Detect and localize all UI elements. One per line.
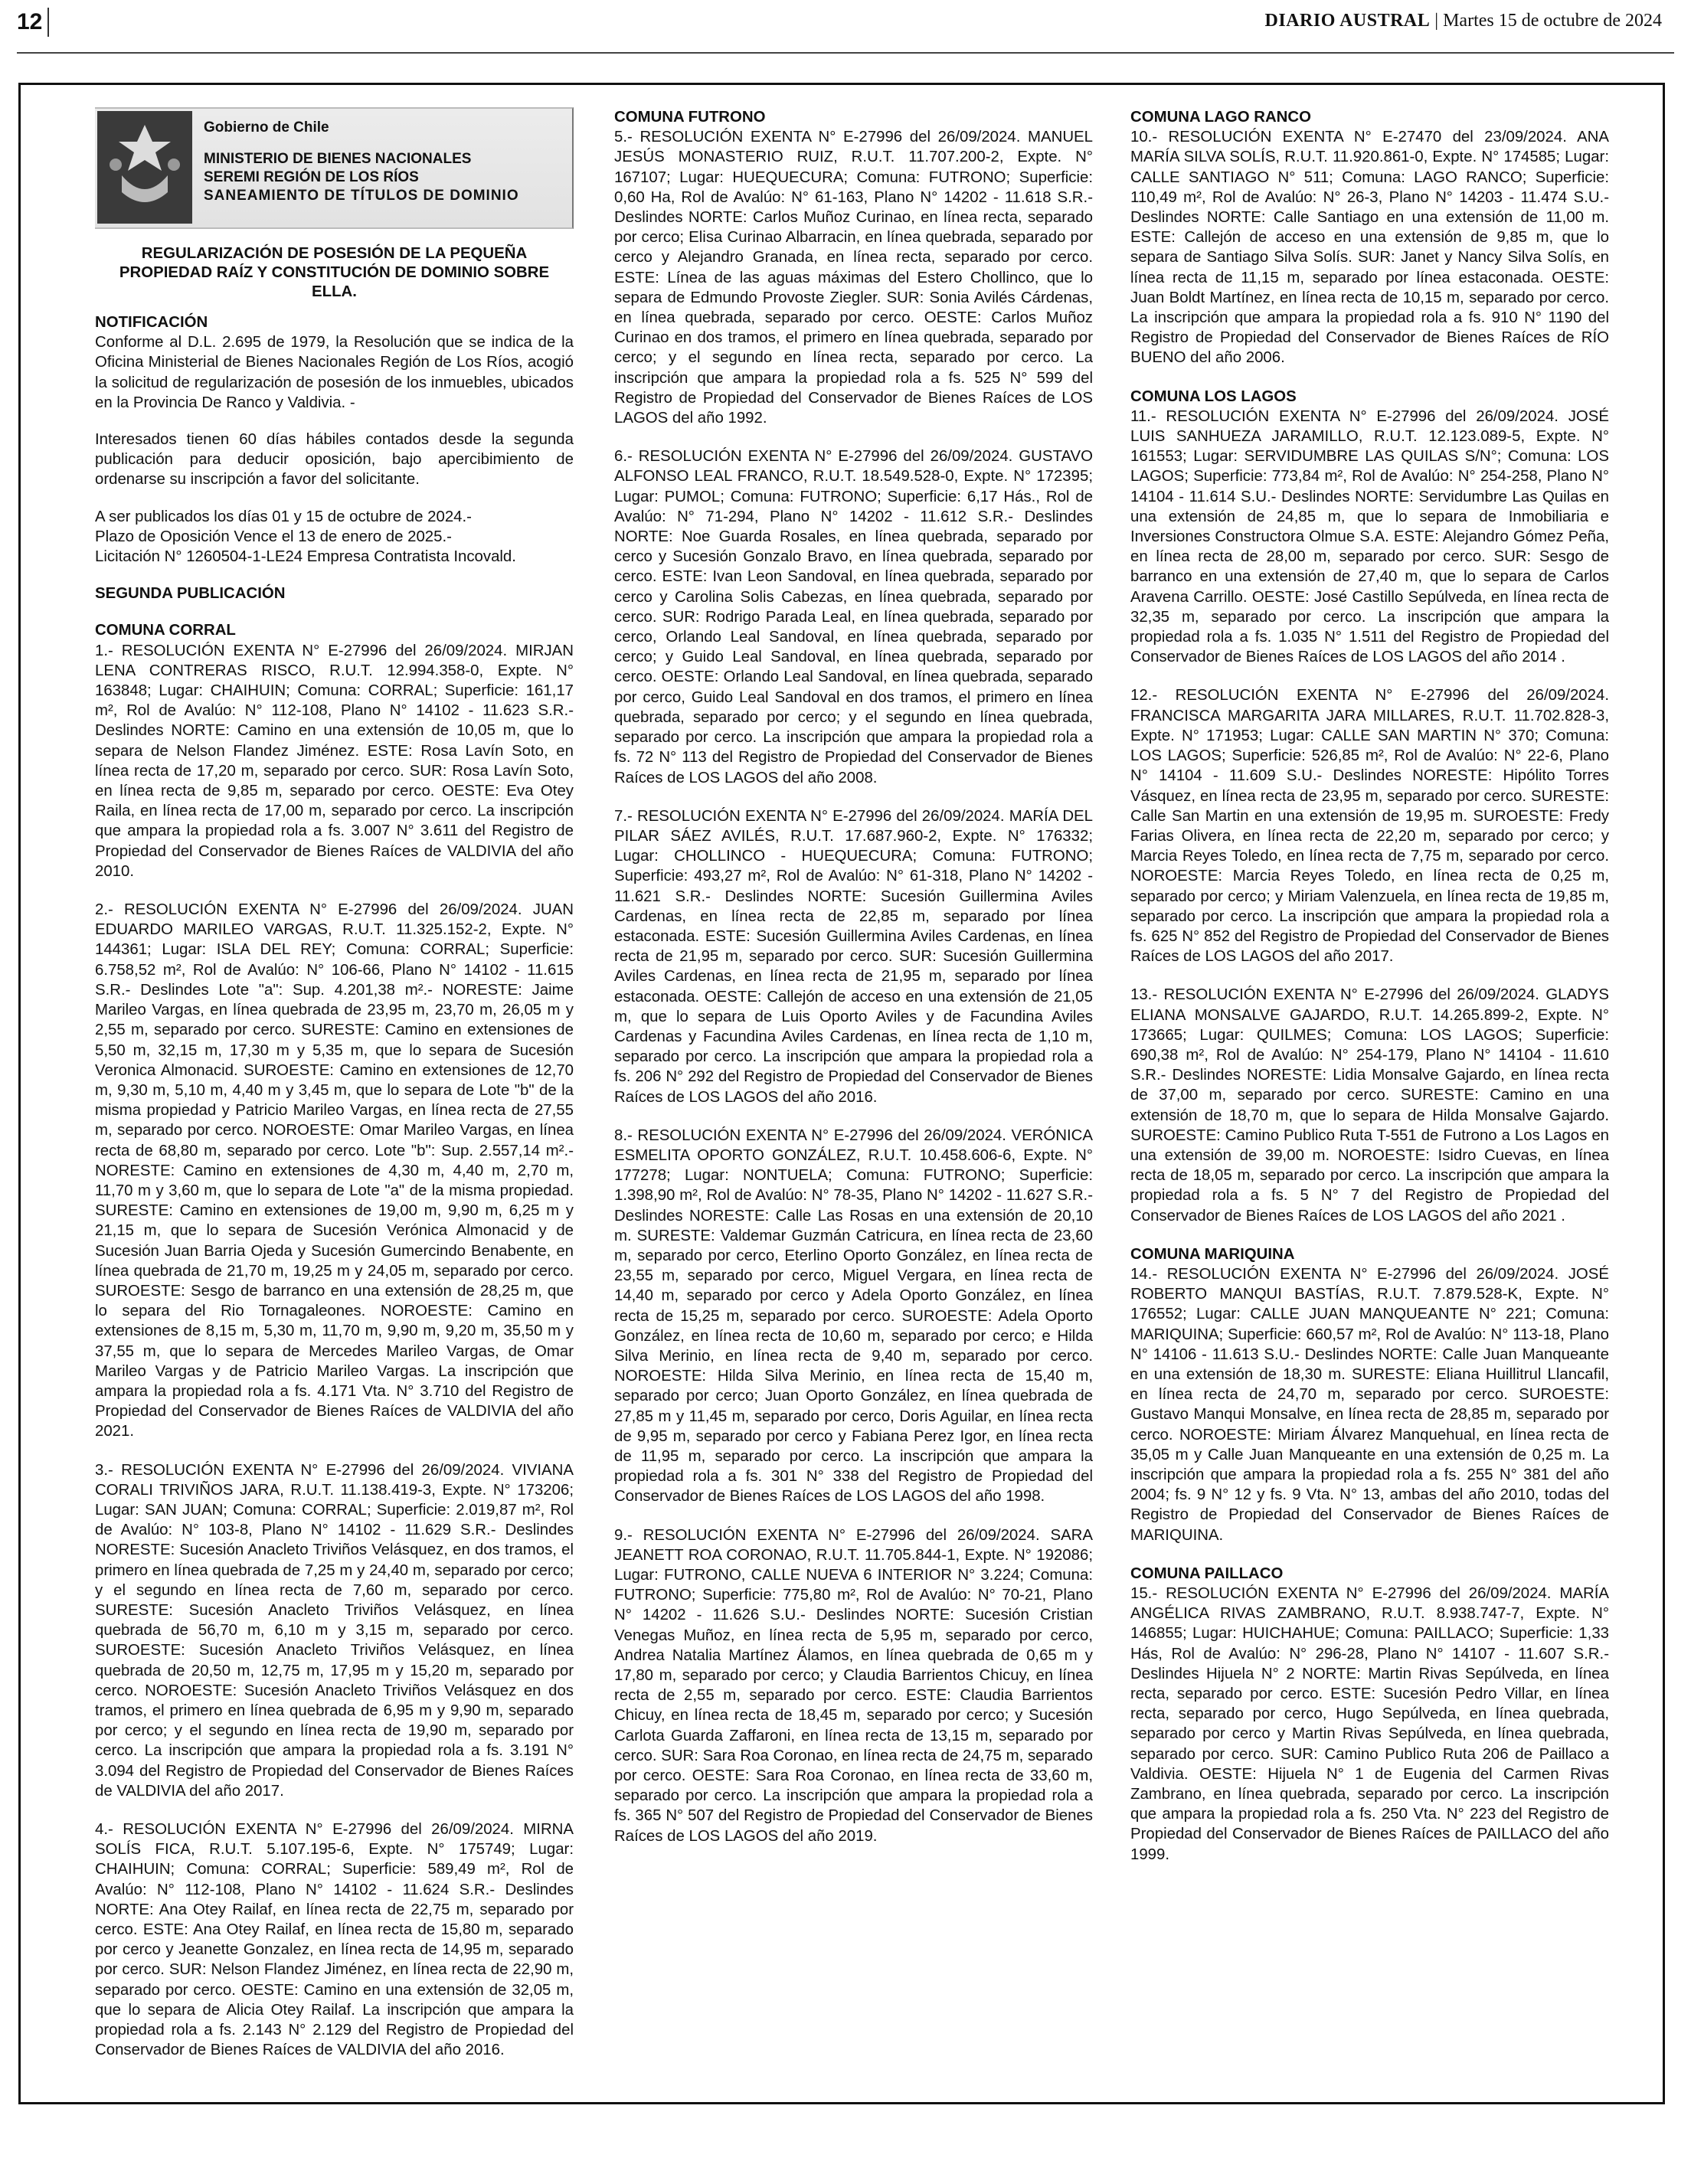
seremi-name: SEREMI REGIÓN DE LOS RÍOS (204, 169, 419, 185)
notice-title: REGULARIZACIÓN DE POSESIÓN DE LA PEQUEÑA PROPIEDAD RAÍZ Y CONSTITUCIÓN DE DOMINIO SOBRE ELLA. (119, 245, 550, 300)
comuna-heading: COMUNA PAILLACO (1130, 1564, 1284, 1582)
resolution-entry: 4.- RESOLUCIÓN EXENTA N° E-27996 del 26/09/2024. MIRNA SOLÍS FICA, R.U.T. 5.107.195-6, Expte. N° 175749; Lugar: CHAIHUIN; Comuna: CORRAL; Superficie: 589,49 m², Rol de Avalúo: N° 112-108, Plano N° 14102 - 11.624 S.R.- Deslindes NORTE: Ana Otey Railaf, en línea recta de 22,75 m, separado por cerco. ESTE: Ana Otey Railaf, en línea recta de 15,80 m, separado por cerco y Jeanette Gonzalez, en línea recta de 14,95 m, separado por cerco. SUR: Nelson Flandez Jiménez, en línea recta de 22,90 m, separado por cerco. OESTE: Camino en una extensión de 32,05 m, que lo separa de Alicia Otey Railaf. La inscripción que ampara la propiedad rola a fs. 2.143 N° 2.129 del Registro de Propiedad del Conservador de Bienes Raíces de VALDIVIA del año 2016. (95, 1821, 574, 2059)
notification-text: Conforme al D.L. 2.695 de 1979, la Resolución que se indica de la Oficina Ministerial de Bienes Nacionales Región de Los Ríos, acogió la solicitud de regularización de posesión de los inmuebles, ubicados en la Provincia De Ranco y Valdivia. - (95, 334, 574, 411)
resolution-entry: 8.- RESOLUCIÓN EXENTA N° E-27996 del 26/09/2024. VERÓNICA ESMELITA OPORTO GONZÁLEZ, R.U.T. 10.458.606-6, Expte. N° 177278; Lugar: NONTUELA; Comuna: FUTRONO; Superficie: 1.398,90 m², Rol de Avalúo: N° 78-35, Plano N° 14202 - 11.627 S.R.- Deslindes NORESTE: Calle Las Rosas en una extensión de 20,10 m. SURESTE: Valdemar Guzmán Catricura, en línea recta de 23,60 m, separado por cerco, Eterlino Oporto González, en línea recta de 23,55 m, separado por cerco, Miguel Vergara, en línea recta de 14,40 m, separado por cerco y Adela Oporto González, en línea recta de 15,25 m, separado por cerco. SUROESTE: Adela Oporto González, en línea recta de 10,60 m, separado por cerco; e Hilda Silva Merinio, en línea recta de 9,40 m, separado por cerco. NOROESTE: Hilda Silva Merinio, en línea recta de 15,40 m, separado por cerco; Juan Oporto González, en línea quebrada de 27,85 m y 11,45 m, separado por cerco, Doris Aguilar, en línea recta de 9,95 m, separado por cerco y Fabiana Perez Igor, en línea recta de 11,95 m, separado por cerco. La inscripción que ampara la propiedad rola a fs. 301 N° 338 del Registro de Propiedad del Conservador de Bienes Raíces de LOS LAGOS del año 1998. (614, 1126, 1093, 1506)
tender-number: Licitación N° 1260504-1-LE24 Empresa Contratista Incovald. (95, 548, 516, 566)
page-number-divider (47, 8, 49, 37)
ministry-name: MINISTERIO DE BIENES NACIONALES (204, 151, 472, 167)
newspaper-name: DIARIO AUSTRAL (1264, 11, 1431, 31)
opposition-deadline: Plazo de Oposición Vence el 13 de enero de 2025.- (95, 528, 452, 545)
resolution-entry: 15.- RESOLUCIÓN EXENTA N° E-27996 del 26/09/2024. MARÍA ANGÉLICA RIVAS ZAMBRANO, R.U.T. 8.938.747-7, Expte. N° 146855; Lugar: HUICHAHUE; Comuna: PAILLACO; Superficie: 1,33 Hás, Rol de Avalúo: N° 296-28, Plano N° 14107 - 11.607 S.R.- Deslindes Hijuela N° 2 NORTE: Martin Rivas Sepúlveda, en línea recta, separado por cerco. ESTE: Sucesión Pedro Villar, en línea recta, separado por cerco, Hugo Sepúlveda, en línea quebrada, separado por cerco y Martin Rivas Sepúlveda, en línea quebrada, separado por cerco. SUR: Camino Publico Ruta 206 de Paillaco a Valdivia. OESTE: Hijuela N° 1 de Eugenia del Carmen Rivas Zambrano, en línea quebrada, separado por cerco. La inscripción que ampara la propiedad rola a fs. 250 Vta. N° 223 del Registro de Propiedad del Conservador de Bienes Raíces de PAILLACO del año 1999. (1130, 1585, 1609, 1863)
department-name: SANEAMIENTO DE TÍTULOS DE DOMINIO (204, 188, 519, 204)
page-number: 12 (17, 9, 43, 34)
masthead (1265, 11, 1662, 31)
chile-coat-of-arms-icon (97, 111, 192, 224)
interested-parties-text: Interesados tienen 60 días hábiles contados desde la segunda publicación para deducir oposición, bajo apercibimiento de ordenarse su inscripción a favor del solicitante. (95, 431, 574, 489)
resolution-entry: 10.- RESOLUCIÓN EXENTA N° E-27470 del 23/09/2024. ANA MARÍA SILVA SOLÍS, R.U.T. 11.920.861-0, Expte. N° 174585; Lugar: CALLE SANTIAGO N° 511; Comuna: LAGO RANCO; Superficie: 110,49 m², Rol de Avalúo: N° 26-3, Plano N° 14203 - 11.474 S.U.- Deslindes NORTE: Calle Santiago en una extensión de 11,00 m. ESTE: Callejón de acceso en una extensión de 9,85 m, que lo separa de Santiago Silva Solís. SUR: Janet y Nancy Silva Solís, en línea recta de 11,15 m, separado por línea estaconada. OESTE: Juan Boldt Martínez, en línea recta de 10,15 m, separado por cerco. La inscripción que ampara la propiedad rola a fs. 910 N° 1190 del Registro de Propiedad del Conservador de Bienes Raíces de RÍO BUENO del año 2006. (1130, 129, 1609, 367)
header-rule (17, 52, 1674, 54)
column-3 (1130, 107, 1609, 1883)
issue-date: Martes 15 de octubre de 2024 (1443, 11, 1662, 31)
column-2 (614, 107, 1093, 1865)
second-publication-heading: SEGUNDA PUBLICACIÓN (95, 585, 286, 603)
resolution-entry: 11.- RESOLUCIÓN EXENTA N° E-27996 del 26/09/2024. JOSÉ LUIS SANHUEZA JARAMILLO, R.U.T. 12.123.089-5, Expte. N° 161553; Lugar: SERVIDUMBRE LAS QUILAS S/N°; Comuna: LOS LAGOS; Superficie: 773,84 m², Rol de Avalúo: N° 254-258, Plano N° 14104 - 11.614 S.U.- Deslindes NORTE: Servidumbre Las Quilas en una extensión de 24,85 m, que lo separa de Inmobiliaria e Inversiones Constructora Olmue S.A. ESTE: Alejandro Gómez Peña, en línea recta de 28,00 m, separado por cerco. SUR: Sesgo de barranco en una extensión de 27,40 m, que lo separa de Carlos Aravena Carrillo. OESTE: José Castillo Sepúlveda, en línea recta de 32,35 m, separado por cerco. La inscripción que ampara la propiedad rola a fs. 1.035 N° 1.511 del Registro de Propiedad del Conservador de Bienes Raíces de LOS LAGOS del año 2014 . (1130, 407, 1609, 666)
ministry-header (95, 107, 574, 229)
resolution-entry: 1.- RESOLUCIÓN EXENTA N° E-27996 del 26/09/2024. MIRJAN LENA CONTRERAS RISCO, R.U.T. 12.994.358-0, Expte. N° 163848; Lugar: CHAIHUIN; Comuna: CORRAL; Superficie: 161,17 m², Rol de Avalúo: N° 112-108, Plano N° 14102 - 11.623 S.R.- Deslindes NORTE: Camino en una extensión de 10,05 m, que lo separa de Nelson Flandez Jiménez. ESTE: Rosa Lavín Soto, en línea recta de 17,20 m, separado por cerco. SUR: Rosa Lavín Soto, en línea recta de 9,85 m, separado por cerco. OESTE: Eva Otey Raila, en línea recta de 17,00 m, separado por cerco. La inscripción que ampara la propiedad rola a fs. 3.007 N° 3.611 del Registro de Propiedad del Conservador de Bienes Raíces de VALDIVIA del año 2010. (95, 642, 574, 880)
masthead-divider: | (1434, 11, 1444, 31)
column-1 (95, 107, 574, 2078)
resolution-entry: 6.- RESOLUCIÓN EXENTA N° E-27996 del 26/09/2024. GUSTAVO ALFONSO LEAL FRANCO, R.U.T. 18.549.528-0, Expte. N° 172395; Lugar: PUMOL; Comuna: FUTRONO; Superficie: 6,17 Hás., Rol de Avalúo: N° 71-294, Plano N° 14202 - 11.612 S.R.- Deslindes NORTE: Noe Guarda Rosales, en línea quebrada, separado por cerco y Sucesión Gonzalo Bravo, en línea quebrada, separado por cerco. ESTE: Ivan Leon Sandoval, en línea quebrada, separado por cerco y Carolina Solis Cabezas, en línea quebrada, separado por cerco. SUR: Rodrigo Parada Leal, en línea quebrada, separado por cerco, Orlando Leal Sandoval, en línea quebrada, separado por cerco; y Guido Leal Sandoval, en línea quebrada, separado por cerco. OESTE: Orlando Leal Sandoval, en línea quebrada, separado por cerco, Guido Leal Sandoval en dos tramos, el primero en línea quebrada, separado por cerco; y el segundo en línea quebrada, separado por cerco. La inscripción que ampara la propiedad rola a fs. 72 N° 113 del Registro de Propiedad del Conservador de Bienes Raíces de LOS LAGOS del año 2008. (614, 448, 1093, 786)
resolution-entry: 7.- RESOLUCIÓN EXENTA N° E-27996 del 26/09/2024. MARÍA DEL PILAR SÁEZ AVILÉS, R.U.T. 17.687.960-2, Expte. N° 176332; Lugar: CHOLLINCO - HUEQUECURA; Comuna: FUTRONO; Superficie: 493,27 m², Rol de Avalúo: N° 61-318, Plano N° 14202 - 11.621 S.R.- Deslindes NORTE: Sucesión Guillermina Aviles Cardenas, en línea recta de 22,85 m, separado por línea estaconada. ESTE: Sucesión Guillermina Aviles Cardenas, en línea recta de 21,95 m, separado por cerco. SUR: Sucesión Guillermina Aviles Cardenas, en línea recta de 21,95 m, separado por línea estaconada. OESTE: Callejón de acceso en una extensión de 21,05 m, que lo separa de Luis Oporto Aviles y de Facundina Aviles Cardenas y Facundina Aviles Cardenas, en línea recta de 1,10 m, separado por cerco. La inscripción que ampara la propiedad rola a fs. 206 N° 292 del Registro de Propiedad del Conservador de Bienes Raíces de LOS LAGOS del año 2016. (614, 807, 1093, 1106)
resolution-entry: 5.- RESOLUCIÓN EXENTA N° E-27996 del 26/09/2024. MANUEL JESÚS MONASTERIO RUIZ, R.U.T. 11.707.200-2, Expte. N° 167107; Lugar: HUEQUECURA; Comuna: FUTRONO; Superficie: 0,60 Ha, Rol de Avalúo: N° 61-163, Plano N° 14202 - 11.618 S.R.- Deslindes NORTE: Carlos Muñoz Curinao, en línea recta, separado por cerco; Elisa Curinao Albarracin, en línea quebrada, separado por cerco y Alejandro Granada, en línea recta, separado por cerco. ESTE: Línea de las aguas máximas del Estero Chollinco, que lo separa de Edmundo Provoste Ziegler. SUR: Sonia Avilés Cárdenas, en línea quebrada, separado por cerco. OESTE: Carlos Muñoz Curinao en dos tramos, el primero en línea quebrada, separado por cerco; y el segundo en línea recta, separado por cerco. La inscripción que ampara la propiedad rola a fs. 525 N° 599 del Registro de Propiedad del Conservador de Bienes Raíces de LOS LAGOS del año 1992. (614, 129, 1093, 427)
comuna-heading: COMUNA FUTRONO (614, 109, 766, 126)
ministry-block (204, 150, 519, 205)
resolution-entry: 14.- RESOLUCIÓN EXENTA N° E-27996 del 26/09/2024. JOSÉ ROBERTO MANQUI BASTÍAS, R.U.T. 7.879.528-K, Expte. N° 176552; Lugar: CALLE JUAN MANQUEANTE N° 221; Comuna: MARIQUINA; Superficie: 660,57 m², Rol de Avalúo: N° 113-18, Plano N° 14106 - 11.613 S.U.- Deslindes NORTE: Calle Juan Manqueante en una extensión de 18,30 m. SURESTE: Eliana Huillitrul Llancafil, en línea recta de 24,70 m, separado por cerco. SUROESTE: Gustavo Manqui Monsalve, en línea recta de 28,85 m, separado por cerco. NOROESTE: Miriam Álvarez Manquehual, en línea recta de 35,05 m y Calle Juan Manqueante en una extensión de 0,25 m. La inscripción que ampara la propiedad rola a fs. 255 N° 381 del año 2004; fs. 9 N° 12 y fs. 9 Vta. N° 13, ambas del año 2010, todas del Registro de Propiedad del Conservador de Bienes Raíces de MARIQUINA. (1130, 1265, 1609, 1544)
comuna-heading: COMUNA MARIQUINA (1130, 1245, 1295, 1263)
publication-days: A ser publicados los días 01 y 15 de octubre de 2024.- (95, 508, 472, 525)
resolution-entry: 9.- RESOLUCIÓN EXENTA N° E-27996 del 26/09/2024. SARA JEANETT ROA CORONAO, R.U.T. 11.705.844-1, Expte. N° 192086; Lugar: FUTRONO, CALLE NUEVA 6 INTERIOR N° 3.224; Comuna: FUTRONO; Superficie: 775,80 m², Rol de Avalúo: N° 70-21, Plano N° 14202 - 11.626 S.U.- Deslindes NORTE: Sucesión Cristian Venegas Muñoz, en línea recta de 5,95 m, separado por cerco, Andrea Natalia Martínez Álamos, en línea quebrada de 0,65 m y 17,80 m, separado por cerco; y Claudia Barrientos Chicuy, en línea recta de 2,55 m, separado por cerco. ESTE: Claudia Barrientos Chicuy, en línea recta de 18,45 m, separado por cerco; y Sucesión Carlota Guarda Zaffaroni, en línea recta de 13,15 m, separado por cerco. SUR: Sara Roa Coronao, en línea recta de 24,75 m, separado por cerco. OESTE: Sara Roa Coronao, en línea recta de 33,60 m, separado por cerco. La inscripción que ampara la propiedad rola a fs. 365 N° 507 del Registro de Propiedad del Conservador de Bienes Raíces de LOS LAGOS del año 2019. (614, 1526, 1093, 1845)
notification-heading: NOTIFICACIÓN (95, 314, 208, 331)
resolution-entry: 3.- RESOLUCIÓN EXENTA N° E-27996 del 26/09/2024. VIVIANA CORALI TRIVIÑOS JARA, R.U.T. 11.138.419-3, Expte. N° 173206; Lugar: SAN JUAN; Comuna: CORRAL; Superficie: 2.019,87 m², Rol de Avalúo: N° 103-8, Plano N° 14102 - 11.629 S.R.- Deslindes NORESTE: Sucesión Anacleto Triviños Velásquez, en dos tramos, el primero en línea quebrada de 7,25 m y 24,40 m, separado por cerco; y el segundo en línea recta de 7,60 m, separado por cerco. SURESTE: Sucesión Anacleto Triviños Velásquez, en línea quebrada de 56,70 m, 6,10 m y 3,15 m, separado por cerco. SUROESTE: Sucesión Anacleto Triviños Velásquez, en línea quebrada de 20,50 m, 12,75 m, 17,95 m y 15,20 m, separado por cerco. NOROESTE: Sucesión Anacleto Triviños Velásquez en dos tramos, el primero en línea quebrada de 6,95 m y 9,90 m, separado por cerco; y el segundo en línea recta de 19,90 m, separado por cerco. La inscripción que ampara la propiedad rola a fs. 3.191 N° 3.094 del Registro de Propiedad del Conservador de Bienes Raíces de VALDIVIA del año 2017. (95, 1461, 574, 1800)
resolution-entry: 2.- RESOLUCIÓN EXENTA N° E-27996 del 26/09/2024. JUAN EDUARDO MARILEO VARGAS, R.U.T. 11.325.152-2, Expte. N° 144361; Lugar: ISLA DEL REY; Comuna: CORRAL; Superficie: 6.758,52 m², Rol de Avalúo: N° 106-66, Plano N° 14102 - 11.615 S.R.- Deslindes Lote "a": Sup. 4.201,38 m².- NORESTE: Jaime Marileo Vargas, en línea quebrada de 23,95 m, 23,70 m, 26,05 m y 2,55 m, separado por cerco. SURESTE: Camino en extensiones de 5,50 m, 32,15 m, 17,30 m y 5,35 m, que lo separa de Sucesión Veronica Almonacid. SUROESTE: Camino en extensiones de 12,70 m, 9,30 m, 5,10 m, 4,40 m y 3,45 m, que lo separa de Lote "b" de la misma propiedad y Patricio Marileo Vargas, en línea recta de 27,55 m, separado por cerco. NOROESTE: Omar Marileo Vargas, en línea recta de 68,80 m, separado por cerco. Lote "b": Sup. 2.557,14 m².- NORESTE: Camino en extensiones de 4,30 m, 4,40 m, 2,70 m, 11,70 m y 3,60 m, que lo separa de Lote "a" de la misma propiedad. SURESTE: Camino en extensiones de 19,00 m, 9,90 m, 6,25 m y 21,15 m, que lo separa de Sucesión Verónica Almonacid y de Sucesión Juan Barria Ojeda y Sucesión Gumercindo Benabente, en línea quebrada de 21,70 m, 19,25 m y 24,05 m, separado por cerco. SUROESTE: Sesgo de barranco en una extensión de 28,25 m, que lo separa del Rio Tornagaleones. NOROESTE: Camino en extensiones de 8,15 m, 5,30 m, 11,70 m, 9,90 m, 9,20 m, 35,50 m y 37,55 m, que lo separa de Mercedes Marileo Vargas, de Omar Marileo Vargas y de Patricio Marileo Vargas. La inscripción que ampara la propiedad rola a fs. 4.171 Vta. N° 3.710 del Registro de Propiedad del Conservador de Bienes Raíces de VALDIVIA del año 2021. (95, 901, 574, 1440)
comuna-heading: COMUNA LAGO RANCO (1130, 109, 1311, 126)
resolution-entry: 13.- RESOLUCIÓN EXENTA N° E-27996 del 26/09/2024. GLADYS ELIANA MONSALVE GAJARDO, R.U.T. 14.265.899-2, Expte. N° 173665; Lugar: QUILMES; Comuna: LOS LAGOS; Superficie: 690,38 m², Rol de Avalúo: N° 254-179, Plano N° 14104 - 11.610 S.R.- Deslindes NORESTE: Lidia Monsalve Gajardo, en línea recta de 37,00 m, separado por cerco. SURESTE: Camino en una extensión de 18,70 m, que lo separa de Hilda Monsalve Gajardo. SUROESTE: Camino Publico Ruta T-551 de Futrono a Los Lagos en una extensión de 39,00 m. NOROESTE: Isidro Cuevas, en línea recta de 18,05 m, separado por cerco. La inscripción que ampara la propiedad rola a fs. 5 N° 7 del Registro de Propiedad del Conservador de Bienes Raíces de LOS LAGOS del año 2021 . (1130, 986, 1609, 1224)
government-label: Gobierno de Chile (204, 119, 329, 136)
comuna-heading: COMUNA CORRAL (95, 622, 236, 639)
page-header (0, 0, 1691, 54)
resolution-entry: 12.- RESOLUCIÓN EXENTA N° E-27996 del 26/09/2024. FRANCISCA MARGARITA JARA MILLARES, R.U.T. 11.702.828-3, Expte. N° 171953; Lugar: CALLE SAN MARTIN N° 370; Comuna: LOS LAGOS; Superficie: 526,85 m², Rol de Avalúo: N° 22-6, Plano N° 14104 - 11.609 S.U.- Deslindes NORESTE: Hipólito Torres Vásquez, en línea recta de 23,95 m, separado por cerco. SURESTE: Calle San Martin en una extensión de 19,95 m. SUROESTE: Fredy Farias Olivera, en línea recta de 22,20 m, separado por cerco; y Marcia Reyes Toledo, en línea recta de 7,75 m, separado por cerco. NOROESTE: Marcia Reyes Toledo, en línea recta de 0,25 m, separado por cerco; y Miriam Valenzuela, en línea recta de 19,85 m, separado por cerco. La inscripción que ampara la propiedad rola a fs. 625 N° 852 del Registro de Propiedad del Conservador de Bienes Raíces de LOS LAGOS del año 2017. (1130, 687, 1609, 966)
comuna-heading: COMUNA LOS LAGOS (1130, 387, 1297, 405)
